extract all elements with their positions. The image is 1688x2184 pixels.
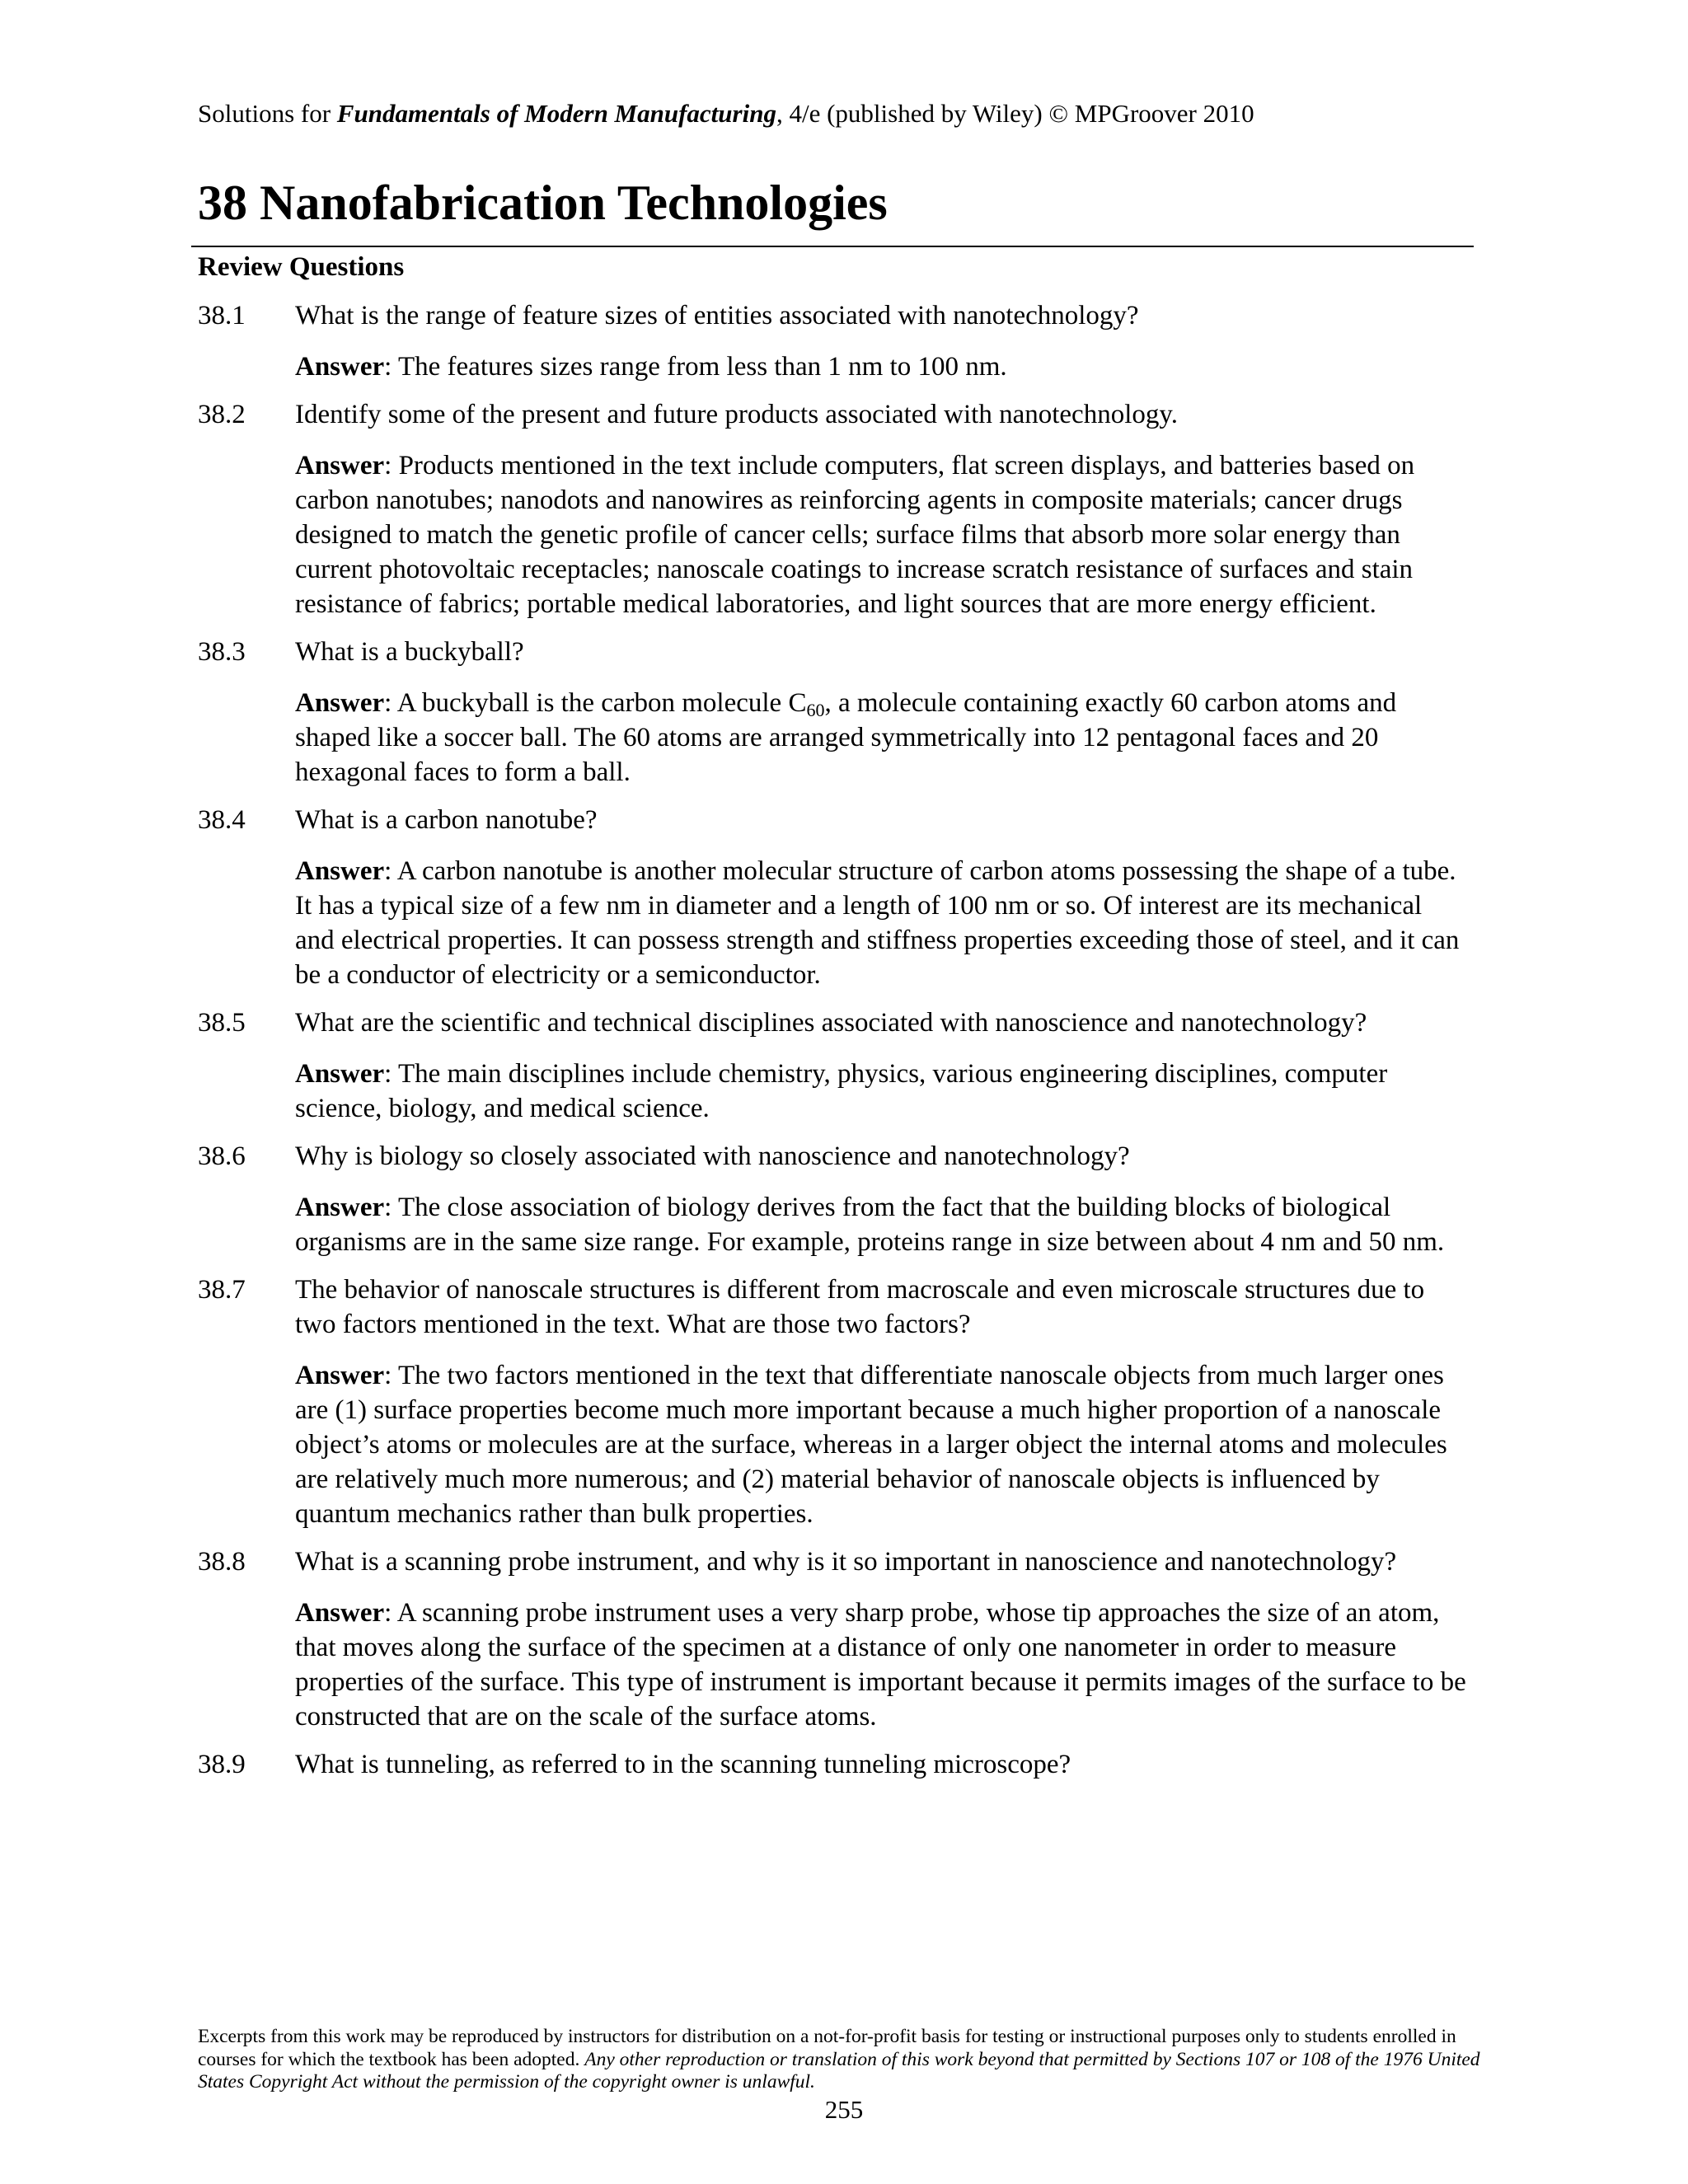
question-item bbox=[198, 1747, 1467, 1782]
answer-label: Answer bbox=[295, 352, 385, 382]
answer-label: Answer bbox=[295, 688, 385, 718]
answer bbox=[295, 1057, 1467, 1126]
section-heading: Review Questions bbox=[198, 252, 405, 282]
question-item bbox=[198, 1544, 1467, 1734]
answer-text: : The features sizes range from less than 1 nm to 100 nm. bbox=[384, 352, 1007, 382]
answer bbox=[295, 1596, 1467, 1734]
answer-label: Answer bbox=[295, 1059, 385, 1089]
question-text: Why is biology so closely associated with nanoscience and nanotechnology? bbox=[295, 1141, 1130, 1171]
title-divider bbox=[191, 246, 1474, 247]
answer-text: : A carbon nanotube is another molecular structure of carbon atoms possessing the shape of a tube. It has a typical size of a few nm in diameter and a length of 100 nm or so. Of interest are its mechanical and electrical properties. It can possess strength and stiffness properties exceeding those of steel, and it can be a conductor of electricity or a semiconductor. bbox=[295, 856, 1460, 990]
question-item bbox=[198, 1005, 1467, 1126]
subscript-60: 60 bbox=[806, 700, 825, 720]
question-number: 38.9 bbox=[198, 1750, 246, 1779]
answer-label: Answer bbox=[295, 451, 385, 480]
page-number: 255 bbox=[824, 2095, 864, 2124]
answer bbox=[295, 448, 1467, 621]
question-text: What is tunneling, as referred to in the scanning tunneling microscope? bbox=[295, 1750, 1071, 1779]
question-text: What are the scientific and technical disciplines associated with nanoscience and nanotechnology? bbox=[295, 1008, 1367, 1038]
answer-text: : A buckyball is the carbon molecule C bbox=[384, 688, 807, 718]
answer bbox=[295, 349, 1467, 384]
question-number: 38.2 bbox=[198, 400, 246, 429]
question-item bbox=[198, 635, 1467, 790]
header-prefix: Solutions for bbox=[198, 99, 337, 128]
question-list bbox=[198, 298, 1467, 1795]
question-text: What is a scanning probe instrument, and why is it so important in nanoscience and nanotechnology? bbox=[295, 1547, 1397, 1577]
answer-text: : The main disciplines include chemistry, physics, various engineering disciplines, computer science, biology, and medical science. bbox=[295, 1059, 1388, 1123]
book-title: Fundamentals of Modern Manufacturing bbox=[336, 99, 776, 128]
answer-label: Answer bbox=[295, 856, 385, 886]
copyright-footer bbox=[198, 2026, 1484, 2094]
running-header bbox=[198, 99, 1254, 129]
answer-text: : The two factors mentioned in the text that differentiate nanoscale objects from much larger ones are (1) surface properties become much more important because a much higher proportion of a nanoscale object’s atoms or molecules are at the surface, whereas in a larger object the internal atoms and molecules are relatively much more numerous; and (2) material behavior of nanoscale objects is influenced by quantum mechanics rather than bulk properties. bbox=[295, 1361, 1447, 1529]
answer-label: Answer bbox=[295, 1361, 385, 1390]
question-text: What is a buckyball? bbox=[295, 637, 524, 667]
footer-notice: Excerpts from this work may be reproduced by instructors for distribution on a not-for-profit basis for testing or instructional purposes only to students enrolled in courses for which the textbook has been adopted. bbox=[198, 2026, 1456, 2070]
question-item bbox=[198, 1272, 1467, 1531]
question-text: Identify some of the present and future products associated with nanotechnology. bbox=[295, 400, 1178, 429]
answer-text: : A scanning probe instrument uses a very sharp probe, whose tip approaches the size of an atom, that moves along the surface of the specimen at a distance of only one nanometer in order to measure properties of the surface. This type of instrument is important because it permits images of the surface to be constructed that are on the scale of the surface atoms. bbox=[295, 1598, 1466, 1732]
answer bbox=[295, 1190, 1467, 1259]
question-number: 38.1 bbox=[198, 301, 246, 330]
question-number: 38.5 bbox=[198, 1008, 246, 1038]
question-item bbox=[198, 803, 1467, 992]
chapter-title: 38 Nanofabrication Technologies bbox=[198, 176, 888, 230]
question-text: What is a carbon nanotube? bbox=[295, 805, 598, 835]
question-item bbox=[198, 397, 1467, 621]
question-text: The behavior of nanoscale structures is different from macroscale and even microscale structures due to two factors mentioned in the text. What are those two factors? bbox=[295, 1275, 1425, 1339]
question-number: 38.8 bbox=[198, 1547, 246, 1577]
question-item bbox=[198, 1139, 1467, 1259]
answer bbox=[295, 686, 1467, 790]
question-number: 38.7 bbox=[198, 1275, 246, 1305]
answer-text: : The close association of biology derives from the fact that the building blocks of biological organisms are in the same size range. For example, proteins range in size between about 4 nm and 50 nm. bbox=[295, 1193, 1445, 1257]
question-number: 38.3 bbox=[198, 637, 246, 667]
answer-label: Answer bbox=[295, 1598, 385, 1628]
question-number: 38.4 bbox=[198, 805, 246, 835]
question-item bbox=[198, 298, 1467, 384]
answer bbox=[295, 854, 1467, 992]
question-number: 38.6 bbox=[198, 1141, 246, 1171]
answer-text-continued: , a molecule containing exactly 60 carbon atoms and shaped like a soccer ball. The 60 atoms are arranged symmetrically into 12 pentagonal faces and 20 hexagonal faces to form a ball. bbox=[295, 688, 1397, 787]
header-suffix: , 4/e (published by Wiley) © MPGroover 2010 bbox=[776, 99, 1254, 128]
answer bbox=[295, 1358, 1467, 1531]
answer-text: : Products mentioned in the text include computers, flat screen displays, and batteries based on carbon nanotubes; nanodots and nanowires as reinforcing agents in composite materials; cancer drugs designed to match the genetic profile of cancer cells; surface films that absorb more solar energy than current photovoltaic receptacles; nanoscale coatings to increase scratch resistance of surfaces and stain resistance of fabrics; portable medical laboratories, and light sources that are more energy efficient. bbox=[295, 451, 1415, 619]
question-text: What is the range of feature sizes of entities associated with nanotechnology? bbox=[295, 301, 1139, 330]
answer-label: Answer bbox=[295, 1193, 385, 1222]
footer-legal-notice: Any other reproduction or translation of this work beyond that permitted by Sections 107 or 108 of the 1976 United States Copyright Act without the permission of the copyright owner is unlawful. bbox=[198, 2048, 1480, 2093]
